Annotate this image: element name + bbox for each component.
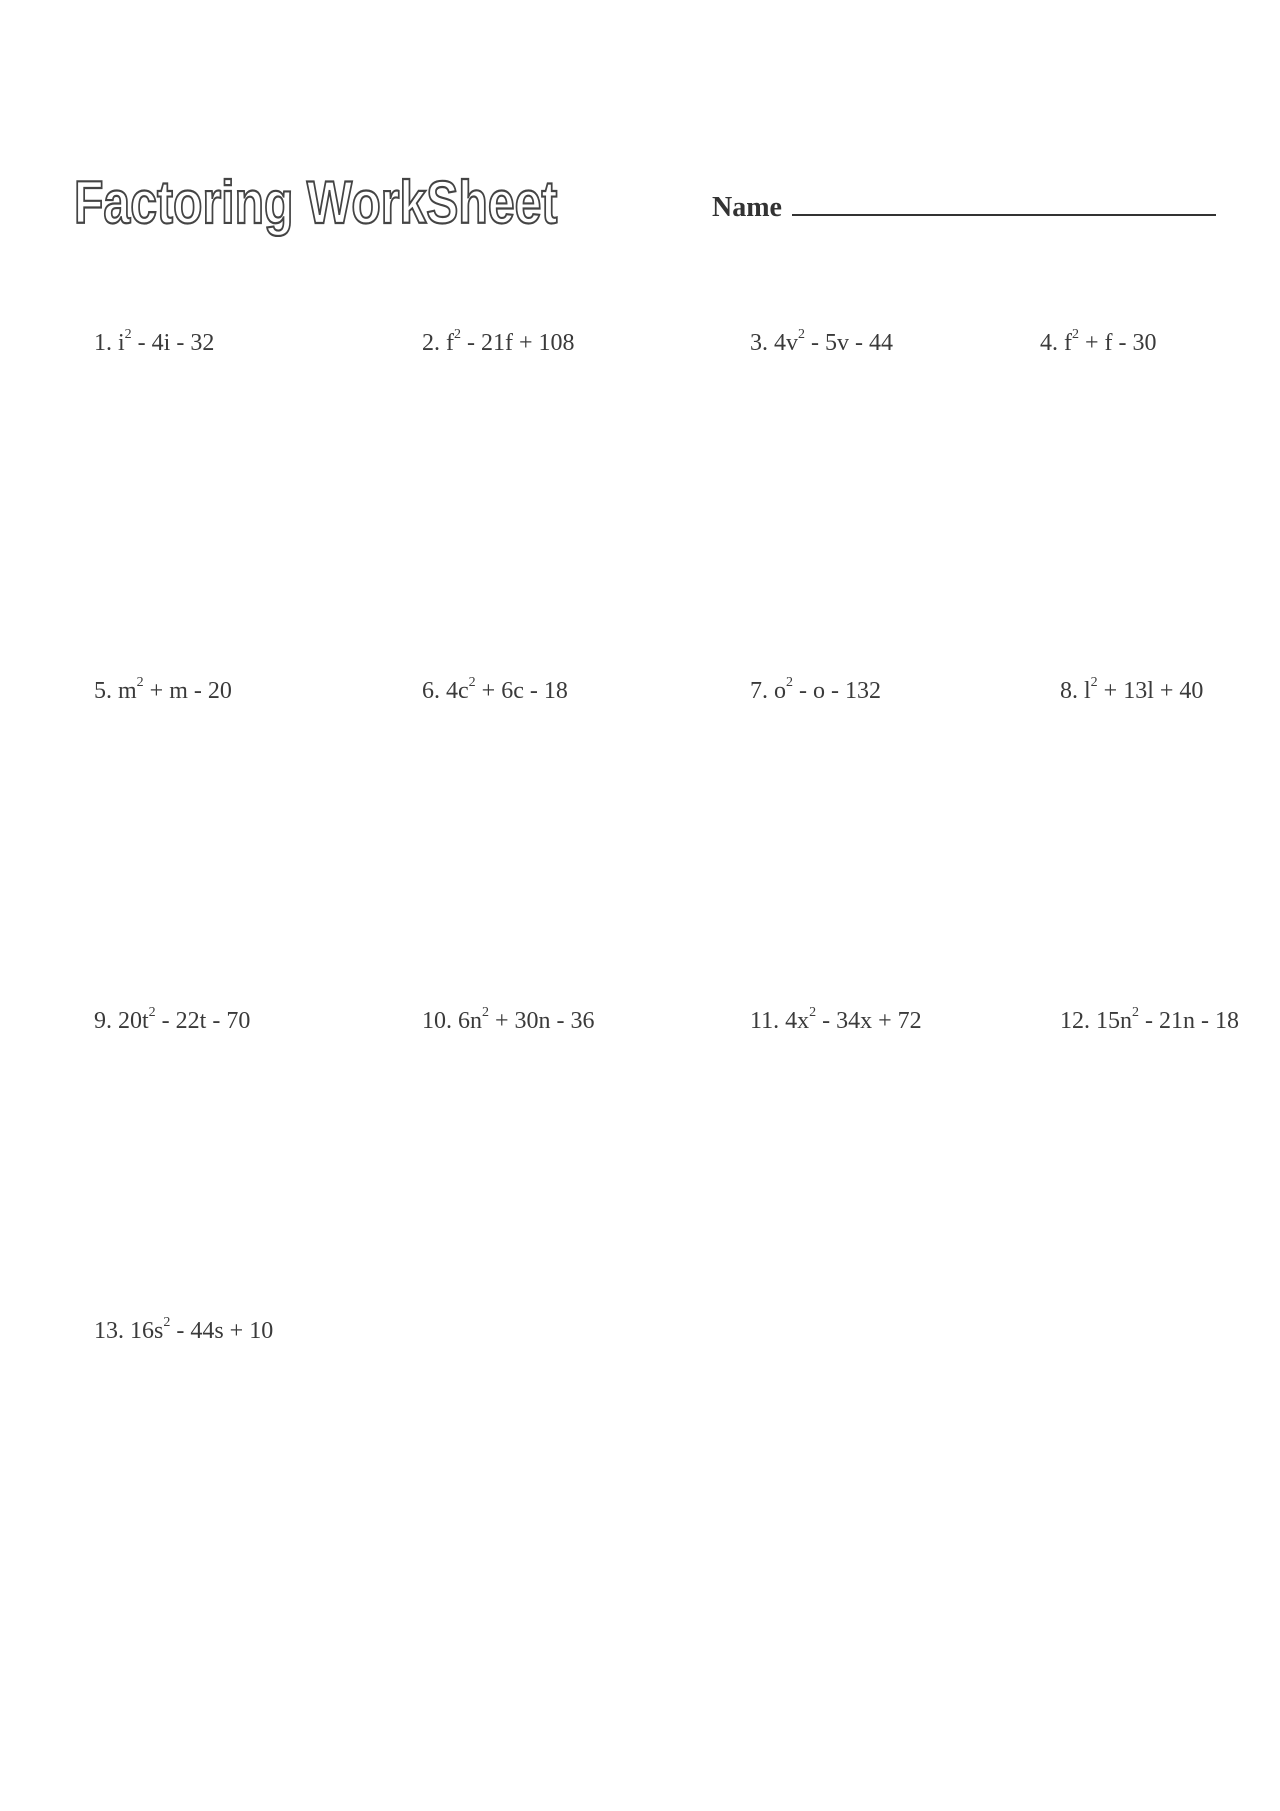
problem-10: 10. $6n^2 + 30n - 36$ xyxy=(422,1005,595,1034)
problem-5: 5. $m^2 + m - 20$ xyxy=(94,675,232,704)
problem-4: 4. $f^2 + f - 30$ xyxy=(1040,327,1157,356)
problem-13: 13. $16s^2 - 44s + 10$ xyxy=(94,1315,274,1344)
problem-11: 11. $4x^2 - 34x + 72$ xyxy=(750,1005,922,1034)
problem-8: 8. $l^2 + 13l + 40$ xyxy=(1060,675,1204,704)
name-label: Name xyxy=(712,192,782,223)
name-blank-line[interactable] xyxy=(792,192,1216,216)
problem-9: 9. $20t^2 - 22t - 70$ xyxy=(94,1005,251,1034)
problem-6: 6. $4c^2 + 6c - 18$ xyxy=(422,675,568,704)
problem-12: 12. $15n^2 - 21n - 18$ xyxy=(1060,1005,1239,1034)
problem-3: 3. $4v^2 - 5v - 44$ xyxy=(750,327,893,356)
problem-1: 1. $i^2 - 4i - 32$ xyxy=(94,327,215,356)
problem-2: 2. $f^2 - 21f + 108$ xyxy=(422,327,575,356)
problem-7: 7. $o^2$ - o - 132 xyxy=(750,675,881,704)
name-field[interactable] xyxy=(712,192,1216,224)
worksheet-title: Factoring WorkSheet xyxy=(74,167,558,236)
